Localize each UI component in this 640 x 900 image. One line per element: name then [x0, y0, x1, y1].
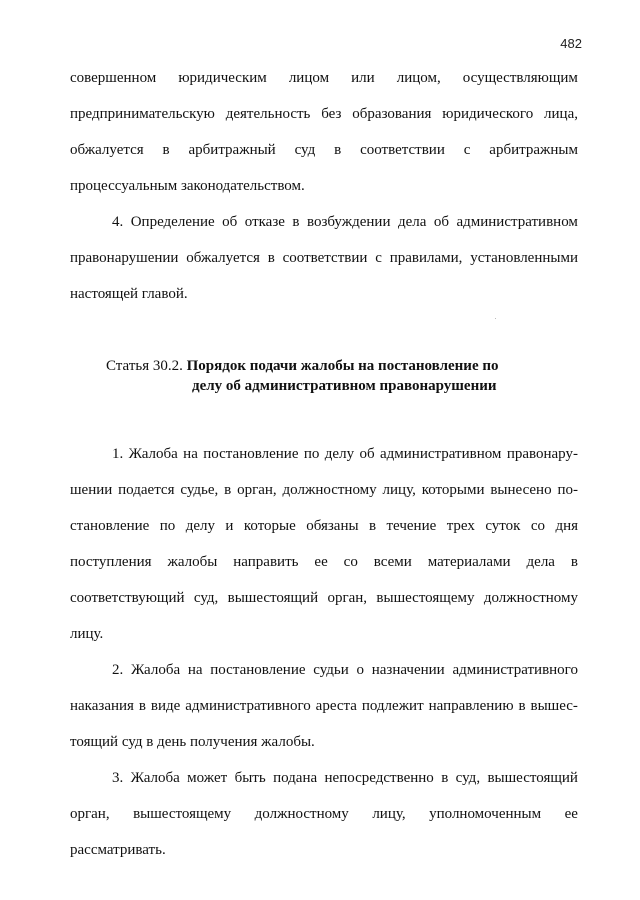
text-line — [70, 508, 578, 544]
article-title: Порядок подачи жалобы на постановление по — [186, 358, 499, 374]
word: вышестоящему — [133, 806, 232, 822]
word: процессуальным законодательством. — [70, 178, 305, 194]
word: административного — [185, 698, 311, 714]
word: в — [162, 142, 170, 158]
word: административном — [456, 214, 578, 230]
word: 4. — [112, 214, 124, 230]
word: правонарушении — [70, 250, 179, 266]
word: судье, — [180, 482, 219, 498]
word: подана — [273, 770, 318, 786]
article-heading — [70, 356, 578, 396]
text-line — [70, 616, 578, 652]
word: на — [187, 662, 203, 678]
word: дня — [555, 518, 578, 534]
word: орган, — [70, 806, 110, 822]
word: обязаны — [306, 518, 359, 534]
word: должностному — [282, 482, 377, 498]
document-body — [70, 60, 578, 868]
word: административного — [452, 662, 578, 678]
word: направить — [233, 554, 299, 570]
text-line — [70, 472, 578, 508]
word: лицом, — [396, 70, 441, 86]
word: должностному — [254, 806, 349, 822]
word: соответствующий — [70, 590, 185, 606]
word: быть — [234, 770, 266, 786]
word: дела — [397, 214, 427, 230]
word: по- — [557, 482, 578, 498]
word: соответствии — [282, 250, 368, 266]
word: вышестоящий — [227, 590, 319, 606]
word: в — [138, 698, 146, 714]
word: уполномоченным — [429, 806, 542, 822]
word: со — [343, 554, 358, 570]
word: тоящий суд в день получения жалобы. — [70, 734, 315, 750]
word: юридического — [442, 106, 534, 122]
word: и — [225, 518, 234, 534]
text-line — [70, 276, 578, 312]
word: в — [518, 698, 526, 714]
word: назначении — [371, 662, 445, 678]
word: Жалоба — [128, 446, 178, 462]
text-line — [70, 652, 578, 688]
word: в — [368, 518, 377, 534]
word: с — [463, 142, 471, 158]
word: Жалоба — [130, 662, 181, 678]
text-line — [70, 60, 578, 96]
heading-line-1 — [70, 356, 578, 376]
word: подлежит — [361, 698, 424, 714]
paragraph-continuation — [70, 60, 578, 204]
word: которыми — [421, 482, 485, 498]
word: или — [351, 70, 375, 86]
word: в — [267, 250, 275, 266]
word: настоящей главой. — [70, 286, 188, 302]
word: делу — [185, 518, 215, 534]
word: 2. — [112, 662, 124, 678]
word: со — [530, 518, 546, 534]
text-line — [70, 132, 578, 168]
word: об — [222, 214, 238, 230]
word: в — [334, 142, 342, 158]
word: течение — [386, 518, 437, 534]
text-line — [70, 580, 578, 616]
word: может — [187, 770, 228, 786]
word: юридическим — [178, 70, 267, 86]
word: правонару- — [506, 446, 578, 462]
word: правилами, — [389, 250, 463, 266]
word: арбитражным — [489, 142, 578, 158]
paragraph-1 — [70, 436, 578, 652]
word: материалами — [427, 554, 511, 570]
word: ее — [314, 554, 328, 570]
word: всеми — [373, 554, 412, 570]
word: образования — [352, 106, 432, 122]
word: становление — [70, 518, 150, 534]
word: судьи — [313, 662, 349, 678]
word: по — [303, 446, 320, 462]
word: лицу, — [372, 806, 406, 822]
word: непосредственно — [324, 770, 434, 786]
word: которые — [243, 518, 296, 534]
word: суд, — [193, 590, 219, 606]
word: жалобы — [167, 554, 218, 570]
word: соответствии — [360, 142, 445, 158]
word: делу — [324, 446, 355, 462]
text-line — [70, 436, 578, 472]
word: о — [356, 662, 364, 678]
word: вынесено — [490, 482, 552, 498]
word: виде — [150, 698, 181, 714]
word: рассматривать. — [70, 842, 166, 858]
word: отказе — [244, 214, 285, 230]
word: в — [224, 482, 232, 498]
word: предпринимательскую — [70, 106, 215, 122]
text-line — [70, 688, 578, 724]
word: административном — [380, 446, 502, 462]
paragraph-item-4 — [70, 204, 578, 312]
word: 3. — [112, 770, 124, 786]
word: суд — [294, 142, 316, 158]
word: Жалоба — [130, 770, 180, 786]
word: установленными — [470, 250, 578, 266]
page-number: 482 — [560, 36, 582, 51]
word: дела — [526, 554, 555, 570]
text-line — [70, 544, 578, 580]
text-line — [70, 240, 578, 276]
word: орган, — [237, 482, 277, 498]
word: вышестоящий — [487, 770, 578, 786]
word: в — [441, 770, 449, 786]
word: с — [375, 250, 382, 266]
word: направлению — [428, 698, 514, 714]
word: возбуждении — [306, 214, 391, 230]
word: Определение — [130, 214, 215, 230]
word: шении — [70, 482, 113, 498]
word: суток — [485, 518, 521, 534]
word: суд, — [455, 770, 481, 786]
word: деятельность — [225, 106, 311, 122]
word: вышестоящему — [376, 590, 475, 606]
word: лицом — [288, 70, 330, 86]
word: в — [570, 554, 578, 570]
word: орган, — [327, 590, 368, 606]
article-number: Статья 30.2. — [106, 358, 187, 374]
word: постановление — [210, 662, 306, 678]
word: наказания — [70, 698, 134, 714]
text-line — [70, 724, 578, 760]
word: ареста — [315, 698, 357, 714]
scan-speck — [495, 318, 496, 319]
word: обжалуется — [186, 250, 260, 266]
word: на — [183, 446, 198, 462]
word: 1. — [112, 446, 124, 462]
word: вышес- — [530, 698, 578, 714]
word: без — [321, 106, 342, 122]
paragraph-2 — [70, 652, 578, 760]
heading-line-2: делу об административном правонарушении — [192, 378, 497, 394]
word: об — [433, 214, 449, 230]
text-line — [70, 832, 578, 868]
text-line — [70, 204, 578, 240]
word: по — [159, 518, 176, 534]
text-line — [70, 96, 578, 132]
word: постановление — [203, 446, 299, 462]
text-line — [70, 168, 578, 204]
word: обжалуется — [70, 142, 144, 158]
word: трех — [446, 518, 475, 534]
word: лицу. — [70, 626, 104, 642]
word: в — [292, 214, 300, 230]
word: лица, — [544, 106, 578, 122]
text-line — [70, 760, 578, 796]
word: совершенном — [70, 70, 157, 86]
word: об — [359, 446, 375, 462]
word: подается — [118, 482, 175, 498]
word: лицу, — [382, 482, 416, 498]
word: поступления — [70, 554, 152, 570]
text-line — [70, 796, 578, 832]
word: ее — [564, 806, 578, 822]
word: осуществляющим — [462, 70, 578, 86]
word: арбитражный — [188, 142, 276, 158]
paragraph-3 — [70, 760, 578, 868]
word: должностному — [483, 590, 578, 606]
